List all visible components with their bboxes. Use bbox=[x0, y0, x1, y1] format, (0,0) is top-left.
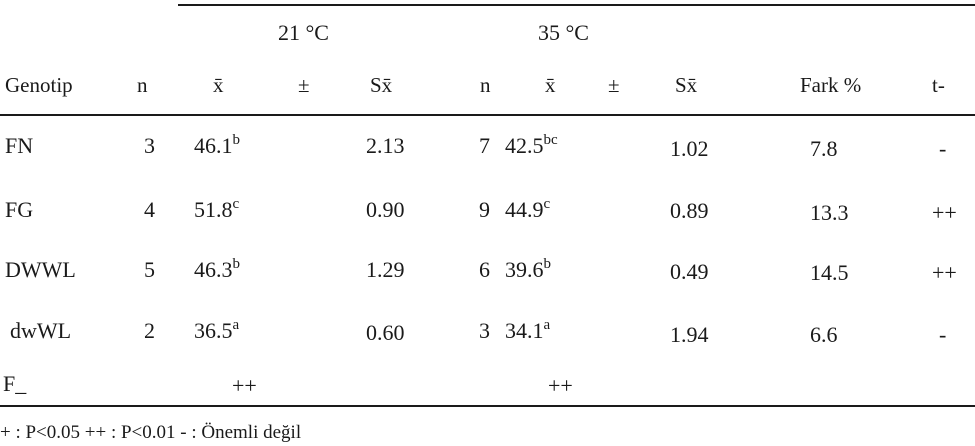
row-se-21: 2.13 bbox=[366, 133, 405, 158]
f-row-label: F_ bbox=[3, 371, 27, 396]
row-n-35: 6 bbox=[479, 257, 490, 282]
header-rule bbox=[0, 114, 975, 116]
col-n-35: n bbox=[480, 73, 491, 97]
row-mean-21: 46.1$^b$ bbox=[194, 132, 240, 158]
row-n-35: 7 bbox=[479, 133, 490, 158]
row-fark: 6.6 bbox=[810, 322, 838, 347]
row-se-21: 0.60 bbox=[366, 320, 405, 345]
row-n-21: 3 bbox=[144, 133, 155, 158]
row-mean-35: 42.5$^{bc}$ bbox=[505, 132, 558, 158]
f-row-value-35: ++ bbox=[548, 373, 573, 398]
col-se-21: Sx̄ bbox=[370, 73, 393, 97]
row-genotip: DWWL bbox=[5, 257, 76, 282]
group-header-35c: 35 °C bbox=[538, 20, 589, 45]
row-fark: 13.3 bbox=[810, 200, 849, 225]
row-se-21: 0.90 bbox=[366, 197, 405, 222]
bottom-rule bbox=[0, 405, 975, 407]
top-rule bbox=[178, 4, 975, 6]
row-n-21: 4 bbox=[144, 197, 155, 222]
col-mean-35: x̄ bbox=[545, 73, 556, 97]
col-genotip: Genotip bbox=[5, 73, 73, 97]
col-pm-21: ± bbox=[298, 73, 310, 97]
row-genotip: FN bbox=[5, 133, 34, 158]
row-se-35: 1.94 bbox=[670, 322, 709, 347]
row-fark: 7.8 bbox=[810, 136, 838, 161]
row-mean-21: 51.8$^c$ bbox=[194, 196, 240, 222]
row-t: - bbox=[939, 322, 947, 347]
row-se-35: 1.02 bbox=[670, 136, 709, 161]
row-mean-35: 44.9$^c$ bbox=[505, 196, 551, 222]
footnote: + : P<0.05 ++ : P<0.01 - : Önemli değil bbox=[0, 422, 302, 443]
col-se-35: Sx̄ bbox=[675, 73, 698, 97]
col-pm-35: ± bbox=[608, 73, 620, 97]
col-mean-21: x̄ bbox=[213, 73, 224, 97]
row-se-35: 0.49 bbox=[670, 259, 709, 284]
row-genotip: FG bbox=[5, 197, 34, 222]
row-se-21: 1.29 bbox=[366, 257, 405, 282]
row-n-21: 5 bbox=[144, 257, 155, 282]
row-t: ++ bbox=[932, 260, 957, 285]
row-fark: 14.5 bbox=[810, 260, 849, 285]
row-mean-35: 39.6$^b$ bbox=[505, 256, 551, 282]
col-fark: Fark % bbox=[800, 73, 862, 97]
row-genotip: dwWL bbox=[10, 318, 72, 343]
row-n-35: 3 bbox=[479, 318, 490, 343]
group-header-21c: 21 °C bbox=[278, 20, 329, 45]
row-t: - bbox=[939, 136, 947, 161]
row-mean-35: 34.1$^a$ bbox=[505, 317, 551, 343]
row-n-35: 9 bbox=[479, 197, 490, 222]
row-se-35: 0.89 bbox=[670, 198, 709, 223]
row-t: ++ bbox=[932, 200, 957, 225]
row-mean-21: 46.3$^b$ bbox=[194, 256, 240, 282]
row-n-21: 2 bbox=[144, 318, 155, 343]
col-t: t- bbox=[932, 73, 945, 97]
row-mean-21: 36.5$^a$ bbox=[194, 317, 240, 343]
col-n-21: n bbox=[137, 73, 148, 97]
f-row-value-21: ++ bbox=[232, 373, 257, 398]
